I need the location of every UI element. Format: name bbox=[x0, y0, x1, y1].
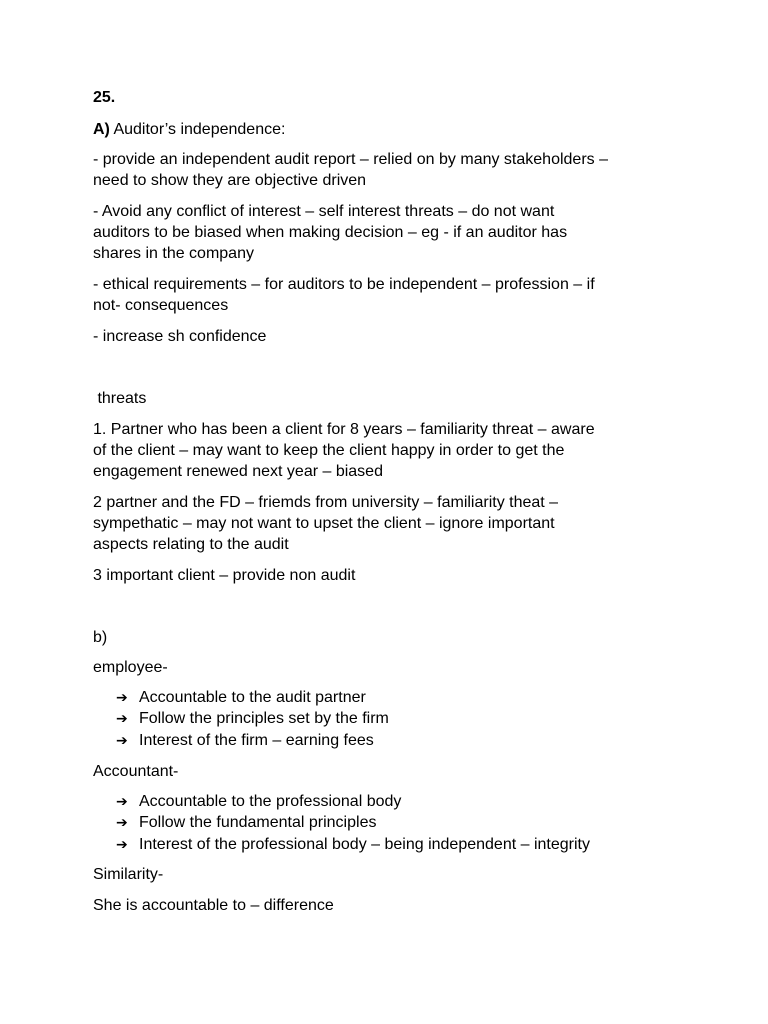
arrow-right-icon: ➔ bbox=[116, 690, 128, 706]
point-line: - provide an independent audit report – relied on by many stakeholders – bbox=[93, 151, 608, 168]
threat-line: engagement renewed next year – biased bbox=[93, 463, 383, 480]
point-line: - Avoid any conflict of interest – self interest threats – do not want bbox=[93, 203, 555, 220]
arrow-right-icon: ➔ bbox=[116, 794, 128, 810]
list-item: ➔ Interest of the firm – earning fees bbox=[116, 730, 374, 752]
list-item: ➔ Follow the principles set by the firm bbox=[116, 708, 389, 730]
point-line: auditors to be biased when making decision – eg - if an auditor has bbox=[93, 224, 568, 241]
part-a-heading bbox=[93, 119, 285, 140]
question-number: 25. bbox=[93, 89, 116, 106]
closing-line: She is accountable to – difference bbox=[93, 897, 334, 914]
point-line: shares in the company bbox=[93, 245, 254, 262]
point-line: - ethical requirements – for auditors to be independent – profession – if bbox=[93, 276, 595, 293]
threat-line: 3 important client – provide non audit bbox=[93, 567, 356, 584]
threat-line: 1. Partner who has been a client for 8 years – familiarity threat – aware bbox=[93, 421, 595, 438]
list-item: ➔ Accountable to the professional body bbox=[116, 791, 401, 813]
employee-heading: employee- bbox=[93, 659, 168, 676]
arrow-right-icon: ➔ bbox=[116, 837, 128, 853]
threat-line: 2 partner and the FD – friemds from university – familiarity theat – bbox=[93, 494, 559, 511]
accountant-heading: Accountant- bbox=[93, 763, 179, 780]
list-item: ➔ Accountable to the audit partner bbox=[116, 687, 366, 709]
arrow-right-icon: ➔ bbox=[116, 711, 128, 727]
list-item: ➔ Interest of the professional body – being independent – integrity bbox=[116, 834, 590, 856]
list-item: ➔ Follow the fundamental principles bbox=[116, 812, 376, 834]
threat-line: aspects relating to the audit bbox=[93, 536, 289, 553]
part-a-title: Auditor’s independence: bbox=[113, 121, 286, 138]
point-line: need to show they are objective driven bbox=[93, 172, 367, 189]
threat-line: sympethatic – may not want to upset the client – ignore important bbox=[93, 515, 555, 532]
part-a-label: A) bbox=[93, 121, 110, 138]
arrow-right-icon: ➔ bbox=[116, 815, 128, 831]
point-line: not- consequences bbox=[93, 297, 229, 314]
point-line: - increase sh confidence bbox=[93, 328, 267, 345]
arrow-right-icon: ➔ bbox=[116, 733, 128, 749]
similarity-heading: Similarity- bbox=[93, 866, 164, 883]
part-b-label: b) bbox=[93, 629, 108, 646]
threat-line: of the client – may want to keep the client happy in order to get the bbox=[93, 442, 565, 459]
threats-heading: threats bbox=[93, 390, 147, 407]
